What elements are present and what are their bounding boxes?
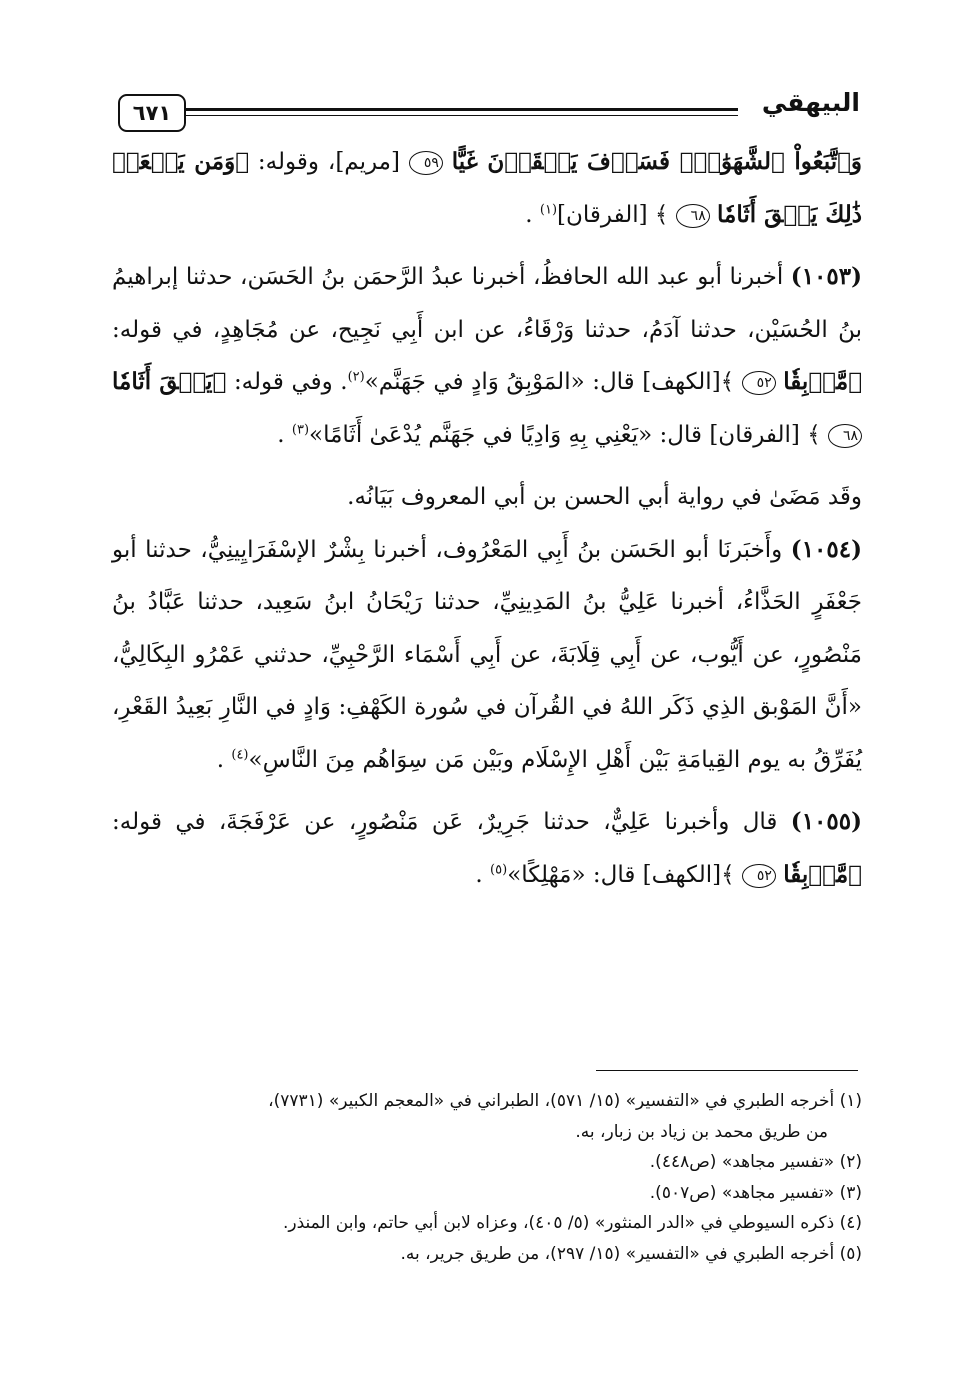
text-segment: وأَخبَرنَا أبو الحَسَن بنُ أَبِي المَعْرُوف، أخبرنا بِشْرٌ الإسْفَرَايِينِيُّ، حدثنا أبو جَعْفَرٍ الحَذَّاءُ، أخبرنا عَلِيُّ بنُ المَدِينِيِّ، حدثنا رَيْحَانُ ابنُ سَعِيد، حدثنا عَبَّادُ بنُ مَنْصُورٍ، عن أَيُّوب، عن أَبِي قِلَابَةَ، عن أَبِي أَسْمَاء الرَّحْبِيِّ، حدثني عَمْرُو البِكَالِيُّ، «أَنَّ المَوْبق الذِي ذَكَر اللهُ في القُرآن في سُورة الكَهْفِ: وَادٍ في النَّارِ بَعِيدُ القَعْرِ، يُفَرِّقُ به يوم القِيامَةِ بَيْن أَهْلِ الإِسْلَام وبَيْن مَن سِوَاهُم مِنَ النَّاسِ» (112, 536, 862, 773)
paragraph-1053: (١٠٥٣) أخبرنا أبو عبد الله الحافظُ، أخبرنا عبدُ الرَّحمَن بنُ الحَسَن، حدثنا إبراهيمُ بنُ الحُسَيْن، حدثنا آدَمُ، حدثنا وَرْقَاءُ، عن ابن أَبِي نَجِيح، عن مُجَاهِدٍ، في قوله: ﴿مَّوۡبِقٗا ٥٢ ﴾[الكهف] قال: «المَوْبِقُ وَادٍ في جَهَنَّم»$^{(٢)}$. وفي قوله: ﴿يَلۡقَ أَثَامٗا ٦٨ ﴾ [الفرقان] قال: «يَعْنِي بِهِ وَادِيًا في جَهَنَّم يُدْعَىٰ أَثَامًا»$^{(٣)}$ . (112, 263, 863, 448)
quran-verse: ﴿يَلۡقَ أَثَامٗا (112, 368, 227, 395)
paragraph-1055: (١٠٥٥) قال وأخبرنا عَلِيٌّ، حدثنا جَرِيرٌ، عَن مَنْصُورٍ، عن عَرْفَجَةَ، في قوله: ﴿مَّوۡبِقٗا ٥٢ ﴾[الكهف] قال: «مَهْلِكًا»$^{(٥)}$ . (112, 808, 862, 888)
footnote-1: (١) أخرجه الطبري في «التفسير» (١٥/ ٥٧١)، الطبراني في «المعجم الكبير» (٧٧٣١)، (268, 1091, 862, 1111)
footnote-marker: (٥) (490, 861, 508, 877)
quran-verse: وَٱتَّبَعُواْ ٱلشَّهَوَٰتِۖ فَسَوۡفَ يَلۡقَوۡنَ غَيًّا (451, 148, 863, 175)
ayah-number: ٥٩ (409, 151, 443, 175)
footnote-separator (596, 1070, 858, 1071)
footnote-marker: (٤) (231, 746, 249, 762)
hadith-number: (١٠٥٥) (790, 808, 862, 835)
main-text (112, 136, 862, 901)
footnote-marker: (٢) (347, 369, 365, 385)
paragraph-quran-continuation: وَٱتَّبَعُواْ ٱلشَّهَوَٰتِۖ فَسَوۡفَ يَلۡقَوۡنَ غَيًّا ٥٩ [مريم]، وقوله: ﴿وَمَن يَفۡعَلۡ ذَٰلِكَ يَلۡقَ أَثَامٗا ٦٨ ﴾ [الفرقان]$^{(١)}$ . (112, 148, 863, 228)
footnote-marker: (٣) (291, 421, 310, 437)
page-number: ٦٧١ (118, 94, 186, 132)
text-segment: وقوله: (257, 149, 319, 175)
paragraph-1054: (١٠٥٤) وأَخبَرنَا أبو الحَسَن بنُ أَبِي المَعْرُوف، أخبرنا بِشْرٌ الإسْفَرَايِينِيُّ، حدثنا أبو جَعْفَرٍ الحَذَّاءُ، أخبرنا عَلِيُّ بنُ المَدِينِيِّ، حدثنا رَيْحَانُ ابنُ سَعِيد، حدثنا عَبَّادُ بنُ مَنْصُورٍ، عن أَيُّوب، عن أَبِي قِلَابَةَ، عن أَبِي أَسْمَاء الرَّحْبِيِّ، حدثني عَمْرُو البِكَالِيُّ، «أَنَّ المَوْبق الذِي ذَكَر اللهُ في القُرآن في سُورة الكَهْفِ: وَادٍ في النَّارِ بَعِيدُ القَعْرِ، يُفَرِّقُ به يوم القِيامَةِ بَيْن أَهْلِ الإِسْلَام وبَيْن مَن سِوَاهُم مِنَ النَّاسِ»$^{(٤)}$ . (112, 535, 862, 773)
footnote-2: (٢) «تفسير مجاهد» (ص٤٤٨). (649, 1152, 862, 1172)
footnote-3: (٣) «تفسير مجاهد» (ص٥٠٧). (649, 1182, 862, 1203)
text-segment: ﴾[الكهف] قال: «المَوْبِقُ وَادٍ في جَهَنَّم» (364, 369, 735, 395)
surah-reference: [مريم]، (327, 149, 400, 175)
text-segment: قال وأخبرنا عَلِيٌّ، حدثنا جَرِيرٌ، عَن مَنْصُورٍ، عن عَرْفَجَةَ، في قوله: (112, 809, 778, 835)
footnote-5: (٥) أخرجه الطبري في «التفسير» (١٥/ ٢٩٧)، من طريق جرير، به. (400, 1243, 862, 1264)
surah-reference: ﴾ [الفرقان] (557, 201, 669, 228)
text-segment: أخبرنا أبو عبد الله الحافظُ، أخبرنا عبدُ الرَّحمَن بنُ الحَسَن، حدثنا إبراهيمُ بنُ الحُسَيْن، حدثنا آدَمُ، حدثنا وَرْقَاءُ، عن ابن أَبِي نَجِيح، عن مُجَاهِدٍ، في قوله: (112, 264, 862, 343)
header-rule-thin (186, 115, 738, 116)
ayah-number: ٥٢ (742, 371, 776, 395)
footnote-1-continuation: من طريق محمد بن زياد بن زبار، به. (575, 1121, 828, 1142)
ayah-number: ٥٢ (742, 864, 776, 888)
quran-verse: ﴿مَّوۡبِقٗا (783, 860, 862, 888)
text-segment: ﴾ [الفرقان] قال: «يَعْنِي بِهِ وَادِيًا في جَهَنَّم يُدْعَىٰ أَثَامًا» (309, 421, 821, 448)
header-rule (186, 108, 738, 111)
text-segment: . وفي قوله: (233, 369, 348, 395)
quran-verse: ﴿وَمَن يَفۡعَلۡ ذَٰلِكَ يَلۡقَ أَثَامٗا (112, 148, 862, 228)
book-title: البيهقي (761, 88, 860, 117)
text-segment: وقَد مَضَىٰ في رواية أبي الحسن بن أبي المعروف بَيَانُه. (347, 484, 862, 510)
footnote-marker: (١) (539, 201, 558, 217)
hadith-number: (١٠٥٤) (790, 535, 862, 563)
hadith-number: (١٠٥٣) (790, 263, 862, 290)
footnote-4: (٤) ذكره السيوطي في «الدر المنثور» (٥/ ٤٠٥)، وعزاه لابن أبي حاتم، وابن المنذر. (282, 1213, 862, 1233)
text-segment: ﴾[الكهف] قال: «مَهْلِكًا» (507, 861, 735, 888)
ayah-number: ٦٨ (828, 424, 862, 448)
footnotes (112, 1086, 862, 1269)
paragraph-note (112, 471, 862, 524)
quran-verse: ﴿مَّوۡبِقٗا (783, 368, 863, 395)
ayah-number: ٦٨ (676, 204, 710, 228)
page-header (118, 88, 860, 138)
